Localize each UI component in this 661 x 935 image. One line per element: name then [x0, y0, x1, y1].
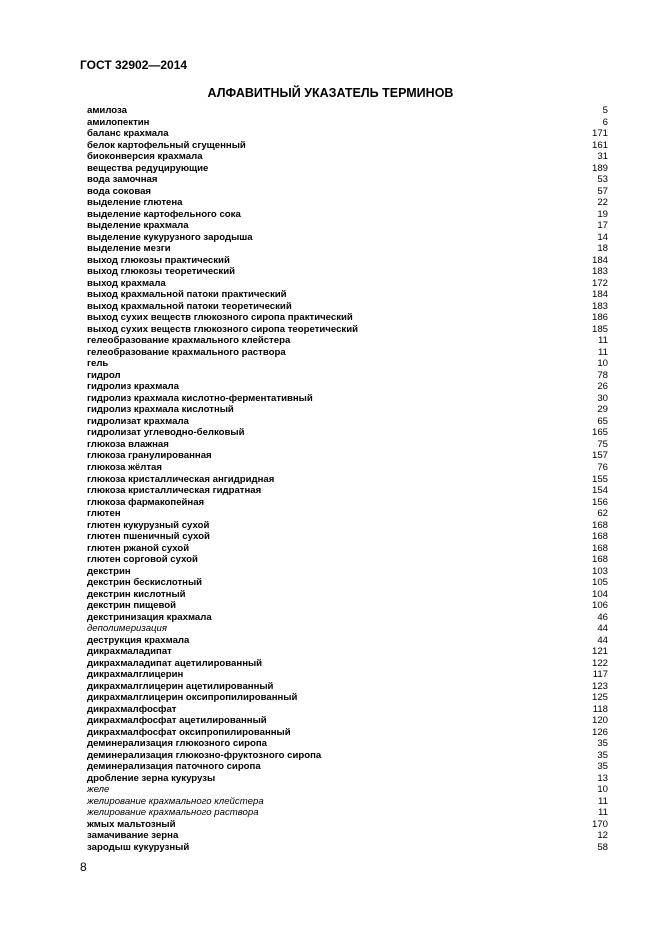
list-item [87, 715, 608, 727]
list-item [87, 462, 608, 474]
index-term: дикрахмалглицерин оксипропилированный [87, 692, 298, 704]
list-item [87, 669, 608, 681]
list-item [87, 312, 608, 324]
index-term: желирование крахмального раствора [87, 807, 259, 819]
index-page-ref: 62 [597, 508, 608, 520]
list-item [87, 439, 608, 451]
index-term: выход крахмальной патоки практический [87, 289, 287, 301]
index-term: выход сухих веществ глюкозного сиропа теоретический [87, 323, 358, 335]
index-page-ref: 29 [597, 404, 608, 416]
index-term: глютен сорговой сухой [87, 554, 198, 566]
index-term: замачивание зерна [87, 830, 179, 842]
list-item [87, 508, 608, 520]
index-term: дробление зерна кукурузы [87, 772, 216, 784]
list-item [87, 266, 608, 278]
index-page-ref: 17 [597, 220, 608, 232]
list-item [87, 520, 608, 532]
index-page-ref: 125 [591, 692, 608, 704]
list-item [87, 151, 608, 163]
index-term: жмых мальтозный [87, 818, 176, 830]
list-item [87, 830, 608, 842]
index-term: амилоза [87, 105, 128, 116]
index-page-ref: 18 [597, 243, 608, 255]
list-item [87, 554, 608, 566]
list-item [87, 289, 608, 301]
list-item [87, 646, 608, 658]
index-page-ref: 58 [597, 842, 608, 853]
list-item [87, 416, 608, 428]
index-page-ref: 76 [597, 461, 608, 473]
index-term: дикрахмалфосфат оксипропилированный [87, 726, 291, 738]
index-page-ref: 106 [591, 600, 608, 612]
index-term: выделение глютена [87, 197, 183, 209]
index-term: глюкоза кристаллическая ангидридная [87, 473, 275, 485]
index-page-ref: 12 [597, 830, 608, 842]
list-item [87, 278, 608, 290]
list-item [87, 197, 608, 209]
index-term: гидролиз крахмала [87, 381, 179, 393]
list-item [87, 117, 608, 129]
list-item [87, 404, 608, 416]
index-term: дикрахмаладипат [87, 646, 172, 658]
index-term: желе [87, 784, 110, 796]
list-item [87, 105, 608, 117]
index-page-ref: 157 [591, 450, 608, 462]
index-page-ref: 44 [597, 634, 608, 646]
index-term: выделение кукурузного зародыша [87, 231, 253, 243]
index-term: зародыш кукурузный [87, 842, 190, 853]
list-item [87, 761, 608, 773]
index-page-ref: 78 [597, 369, 608, 381]
list-item [87, 497, 608, 509]
index-term: выделение крахмала [87, 220, 189, 232]
index-page-ref: 105 [591, 577, 608, 589]
list-item [87, 750, 608, 762]
index-page-ref: 35 [597, 761, 608, 773]
index-page-ref: 35 [597, 749, 608, 761]
list-item [87, 370, 608, 382]
index-term: гидролизат углеводно-белковый [87, 427, 245, 439]
index-page-ref: 10 [597, 784, 608, 796]
index-page-ref: 10 [597, 358, 608, 370]
index-term: декстрин [87, 565, 131, 577]
index-page-ref: 183 [591, 266, 608, 278]
list-item [87, 393, 608, 405]
index-page-ref: 19 [597, 208, 608, 220]
index-page-ref: 165 [591, 427, 608, 439]
list-item [87, 301, 608, 313]
index-page-ref: 117 [592, 669, 608, 681]
list-item [87, 324, 608, 336]
index-term: выход глюкозы теоретический [87, 266, 236, 278]
list-item [87, 255, 608, 267]
index-term: выделение картофельного сока [87, 208, 241, 220]
index-page-ref: 184 [591, 254, 608, 266]
index-term: глюкоза фармакопейная [87, 496, 205, 508]
index-page-ref: 123 [591, 680, 608, 692]
list-item [87, 635, 608, 647]
list-item [87, 658, 608, 670]
index-page-ref: 189 [591, 162, 608, 174]
list-item [87, 577, 608, 589]
list-item [87, 186, 608, 198]
index-term: дикрахмалфосфат [87, 703, 177, 715]
list-item [87, 243, 608, 255]
index-term: дикрахмалфосфат ацетилированный [87, 715, 267, 727]
list-item [87, 600, 608, 612]
index-page-ref: 11 [598, 335, 608, 347]
list-item [87, 819, 608, 831]
index-term: глюкоза кристаллическая гидратная [87, 485, 262, 497]
index-page-ref: 168 [591, 542, 608, 554]
index-page-ref: 53 [597, 174, 608, 186]
index-page-ref: 121 [591, 646, 608, 658]
index-term: выход крахмальной патоки теоретический [87, 300, 292, 312]
index-page-ref: 171 [591, 128, 608, 140]
term-index-list [87, 105, 608, 854]
index-term: гидролизат крахмала [87, 415, 189, 427]
index-page-ref: 122 [591, 657, 608, 669]
list-item [87, 335, 608, 347]
index-page-ref: 6 [602, 116, 608, 128]
index-term: декстрин пищевой [87, 600, 177, 612]
list-item [87, 842, 608, 854]
index-page-ref: 185 [591, 323, 608, 335]
list-item [87, 358, 608, 370]
list-item [87, 543, 608, 555]
index-term: амилопектин [87, 116, 150, 128]
list-item [87, 347, 608, 359]
list-item [87, 704, 608, 716]
index-term: биоконверсия крахмала [87, 151, 203, 163]
index-term: вода соковая [87, 185, 152, 197]
index-term: деструкция крахмала [87, 634, 190, 646]
index-term: деминерализация глюкозного сиропа [87, 738, 268, 750]
index-term: желирование крахмального клейстера [87, 795, 264, 807]
index-term: гель [87, 358, 109, 370]
list-item [87, 681, 608, 693]
list-item [87, 232, 608, 244]
list-item [87, 773, 608, 785]
index-term: дикрахмалглицерин ацетилированный [87, 680, 274, 692]
index-page-ref: 57 [597, 185, 608, 197]
index-page-ref: 156 [591, 496, 608, 508]
index-term: выход крахмала [87, 277, 166, 289]
index-page-ref: 11 [598, 795, 608, 807]
list-item [87, 209, 608, 221]
index-page-ref: 30 [597, 392, 608, 404]
index-term: гидролиз крахмала кислотный [87, 404, 234, 416]
index-page-ref: 155 [591, 473, 608, 485]
index-page-ref: 126 [591, 726, 608, 738]
index-page-ref: 11 [598, 807, 608, 819]
index-term: глюкоза гранулированная [87, 450, 212, 462]
index-term: выделение мезги [87, 243, 171, 255]
index-page-ref: 154 [591, 485, 608, 497]
list-item [87, 612, 608, 624]
index-page-ref: 168 [591, 519, 608, 531]
list-item [87, 531, 608, 543]
list-item [87, 220, 608, 232]
index-page-ref: 184 [591, 289, 608, 301]
index-page-ref: 13 [597, 772, 608, 784]
index-term: вещества редуцирующие [87, 162, 209, 174]
list-item [87, 474, 608, 486]
index-term: дикрахмаладипат ацетилированный [87, 657, 263, 669]
list-item [87, 784, 608, 796]
index-page-ref: 186 [591, 312, 608, 324]
list-item [87, 163, 608, 175]
list-item [87, 796, 608, 808]
index-term: вода замочная [87, 174, 158, 186]
index-page-ref: 26 [597, 381, 608, 393]
index-term: деминерализация глюкозно-фруктозного сиропа [87, 749, 322, 761]
index-term: декстринизация крахмала [87, 611, 212, 623]
list-item [87, 450, 608, 462]
index-page-ref: 75 [597, 438, 608, 450]
index-page-ref: 46 [597, 611, 608, 623]
index-term: глютен кукурузный сухой [87, 519, 210, 531]
index-page-ref: 11 [598, 346, 608, 358]
page-title: АЛФАВИТНЫЙ УКАЗАТЕЛЬ ТЕРМИНОВ [207, 86, 454, 100]
index-page-ref: 44 [597, 623, 608, 635]
index-term: гидролиз крахмала кислотно-ферментативный [87, 392, 313, 404]
index-term: глютен [87, 508, 121, 520]
index-term: деминерализация паточного сиропа [87, 761, 261, 773]
index-page-ref: 170 [591, 818, 608, 830]
list-item [87, 589, 608, 601]
index-term: глютен ржаной сухой [87, 542, 190, 554]
index-term: белок картофельный сгущенный [87, 139, 246, 151]
index-page-ref: 183 [591, 300, 608, 312]
index-page-ref: 35 [597, 738, 608, 750]
index-term: гидрол [87, 369, 121, 381]
index-page-ref: 14 [597, 231, 608, 243]
list-item [87, 427, 608, 439]
list-item [87, 623, 608, 635]
index-term: глютен пшеничный сухой [87, 531, 210, 543]
index-page-ref: 168 [591, 554, 608, 566]
list-item [87, 174, 608, 186]
index-term: глюкоза влажная [87, 438, 169, 450]
list-item [87, 485, 608, 497]
list-item [87, 692, 608, 704]
index-term: дикрахмалглицерин [87, 669, 184, 681]
index-page-ref: 161 [591, 139, 608, 151]
index-page-ref: 168 [591, 531, 608, 543]
list-item [87, 566, 608, 578]
index-term: выход глюкозы практический [87, 254, 230, 266]
list-item [87, 140, 608, 152]
list-item [87, 807, 608, 819]
index-term: выход сухих веществ глюкозного сиропа практический [87, 312, 353, 324]
index-term: глюкоза жёлтая [87, 461, 162, 473]
index-page-ref: 31 [597, 151, 608, 163]
list-item [87, 727, 608, 739]
index-page-ref: 22 [597, 197, 608, 209]
index-term: декстрин бескислотный [87, 577, 203, 589]
index-term: гелеобразование крахмального клейстера [87, 335, 291, 347]
index-page-ref: 172 [591, 277, 608, 289]
index-term: гелеобразование крахмального раствора [87, 346, 286, 358]
list-item [87, 128, 608, 140]
index-page-ref: 104 [591, 588, 608, 600]
list-item [87, 738, 608, 750]
index-term: декстрин кислотный [87, 588, 186, 600]
list-item [87, 381, 608, 393]
index-page-ref: 5 [602, 105, 608, 116]
index-term: баланс крахмала [87, 128, 169, 140]
index-page-ref: 120 [591, 715, 608, 727]
document-header: ГОСТ 32902—2014 [80, 58, 188, 72]
index-page-ref: 118 [592, 703, 608, 715]
page-number: 8 [80, 860, 87, 874]
index-term: деполимеризация [87, 623, 168, 635]
index-page-ref: 65 [597, 415, 608, 427]
index-page-ref: 103 [591, 565, 608, 577]
